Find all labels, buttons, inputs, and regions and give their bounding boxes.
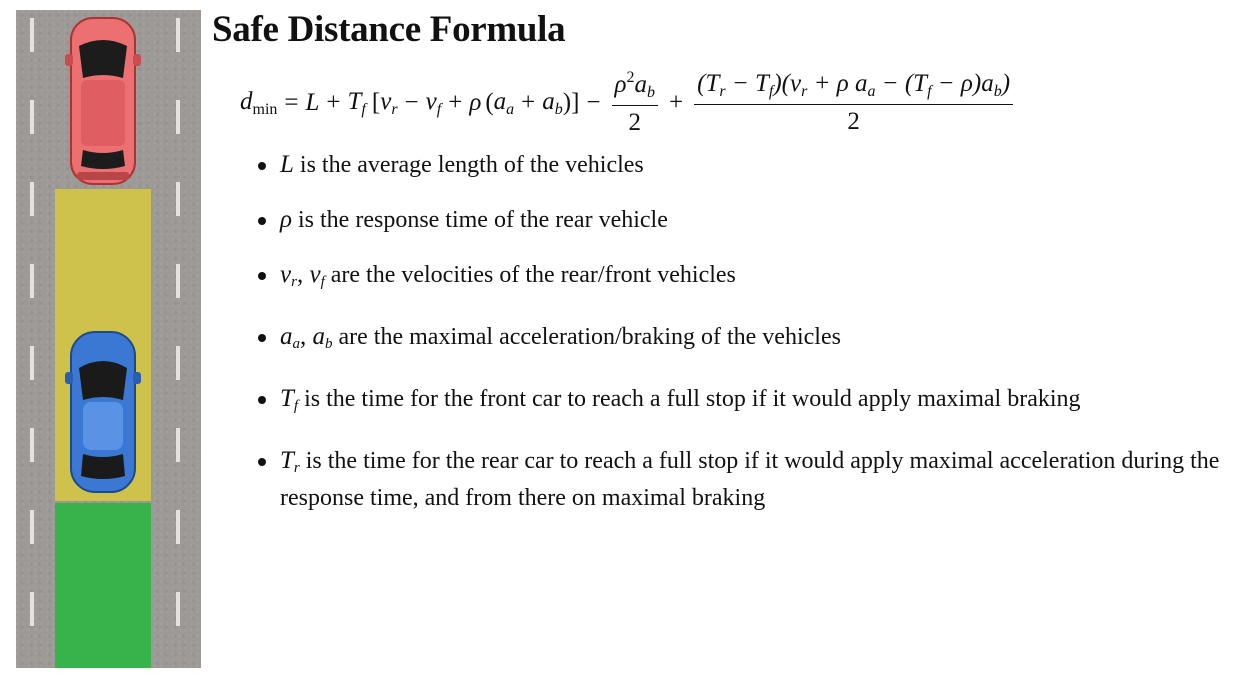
formula-minus: −: [404, 89, 419, 116]
lane-marking: [176, 592, 180, 626]
formula-term-a-a: $a_a$: [493, 87, 515, 118]
lane-marking: [30, 18, 34, 52]
formula-term-a-b: $a_b$: [542, 87, 563, 118]
formula-term-v-f: $v_f$: [425, 87, 442, 118]
lane-marking: [176, 428, 180, 462]
lane-marking: [176, 100, 180, 134]
lane-marking: [30, 428, 34, 462]
formula-equals: =: [284, 89, 299, 116]
lane-marking: [30, 592, 34, 626]
fraction-denominator: 2: [847, 108, 860, 135]
formula-plus: +: [448, 89, 463, 116]
definition-velocities: $v_r$, $v_f$ are the velocities of the rear/front vehicles: [258, 260, 1248, 297]
lane-marking: [30, 182, 34, 216]
formula-lhs: $d_{min}$: [240, 87, 278, 118]
lane-marking: [30, 510, 34, 544]
formula-plus: +: [326, 89, 341, 116]
page-title: Safe Distance Formula: [212, 9, 566, 50]
variable-definitions: [258, 150, 1248, 538]
free-zone: [55, 503, 151, 668]
fraction-numerator: $\rho^2a_b$: [612, 69, 659, 106]
definition-T-f: $T_f$ is the time for the front car to reach a full stop if it would apply maximal braking: [258, 384, 1248, 421]
fraction-numerator: $(T_r - T_f)(v_r + \rho$ $a_a - (T_f - \rho)a_b$): [694, 70, 1013, 105]
formula-bracket-open: [: [371, 89, 381, 116]
formula-fraction-1: [612, 69, 659, 137]
formula-plus: +: [521, 89, 536, 116]
lane-marking: [30, 264, 34, 298]
definition-T-r: $T_r$ is the time for the rear car to reach a full stop if it would apply maximal acceleration during the response time, and from there on maximal braking: [258, 446, 1248, 513]
formula-term-rho: ρ: [469, 89, 482, 116]
formula-paren-open: (: [485, 89, 494, 116]
definition-accelerations: $a_a$, $a_b$ are the maximal acceleration/braking of the vehicles: [258, 322, 1248, 359]
lane-marking: [176, 264, 180, 298]
lane-marking: [30, 346, 34, 380]
definition-rho: ρ is the response time of the rear vehicle: [258, 205, 1248, 235]
formula-term-T-f: $T_f$: [347, 87, 366, 118]
definition-L: L is the average length of the vehicles: [258, 150, 1248, 180]
lane-marking: [176, 510, 180, 544]
formula-term-v-r: $v_r$: [380, 87, 398, 118]
safe-distance-formula: [240, 64, 1017, 142]
front-car-icon: [63, 16, 143, 186]
fraction-denominator: 2: [628, 109, 642, 136]
rear-car-icon: [64, 330, 142, 494]
formula-fraction-2: [694, 70, 1013, 136]
lane-marking: [176, 346, 180, 380]
formula-term-L: L: [305, 89, 320, 116]
formula-plus: +: [669, 89, 684, 116]
lane-marking: [176, 182, 180, 216]
lane-marking: [176, 18, 180, 52]
formula-minus: −: [586, 89, 601, 116]
lane-marking: [30, 100, 34, 134]
road-illustration: [16, 10, 201, 668]
formula-bracket-close: )]: [562, 89, 580, 116]
